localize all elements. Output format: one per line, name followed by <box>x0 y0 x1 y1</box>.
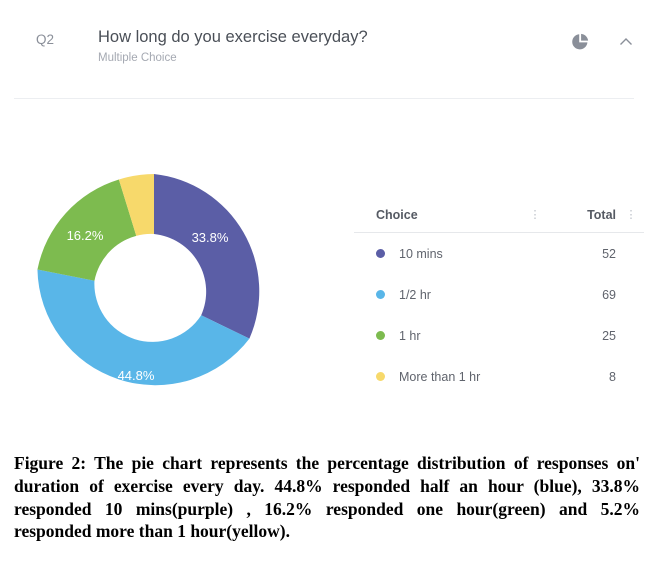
chevron-up-icon[interactable] <box>616 32 636 52</box>
table-row[interactable] <box>354 356 644 397</box>
question-actions <box>540 18 636 52</box>
legend-swatch-half-hr <box>376 290 385 299</box>
table-row[interactable] <box>354 233 644 274</box>
slice-label-half-hr: 44.8% <box>117 368 155 383</box>
table-row[interactable] <box>354 274 644 315</box>
legend-swatch-more-than-1-hr <box>376 372 385 381</box>
column-header-total: Total <box>587 208 616 222</box>
legend-label-more-than-1-hr: More than 1 hr <box>399 369 481 384</box>
header-divider <box>14 98 634 99</box>
slice-label-1-hr: 16.2% <box>66 228 104 243</box>
legend-label-half-hr: 1/2 hr <box>399 287 431 302</box>
question-type: Multiple Choice <box>98 52 177 65</box>
legend-value-half-hr: 69 <box>602 287 616 302</box>
chart-area <box>14 120 636 430</box>
pie-chart-icon[interactable] <box>570 32 590 52</box>
legend-value-more-than-1-hr: 8 <box>609 369 616 384</box>
question-number: Q2 <box>36 32 55 47</box>
donut-chart <box>30 168 298 416</box>
legend-swatch-1-hr <box>376 331 385 340</box>
question-header <box>14 18 636 92</box>
legend-swatch-10-mins <box>376 249 385 258</box>
slice-label-10-mins: 33.8% <box>191 230 229 245</box>
question-text-block <box>98 18 540 64</box>
sort-icon-choice[interactable]: ⋮ <box>529 208 541 221</box>
legend-value-1-hr: 25 <box>602 328 616 343</box>
figure-caption: Figure 2: The pie chart represents the percentage distribution of responses on' duration of exercise every day. 44.8% responded half an hour (blue), 33.8% responded 10 mins(purple) , 16.2% responded one hour(green) and 5.2% responded more than 1 hour(yellow). <box>14 453 640 542</box>
legend-value-10-mins: 52 <box>602 246 616 261</box>
pie-slice-10-mins[interactable] <box>154 174 259 339</box>
legend-header-row <box>354 208 644 233</box>
column-header-choice: Choice <box>376 208 418 222</box>
legend-label-10-mins: 10 mins <box>399 246 443 261</box>
legend-table <box>354 208 644 397</box>
question-title: How long do you exercise everyday? <box>98 28 368 46</box>
legend-label-1-hr: 1 hr <box>399 328 421 343</box>
sort-icon-total[interactable]: ⋮ <box>625 208 637 221</box>
table-row[interactable] <box>354 315 644 356</box>
